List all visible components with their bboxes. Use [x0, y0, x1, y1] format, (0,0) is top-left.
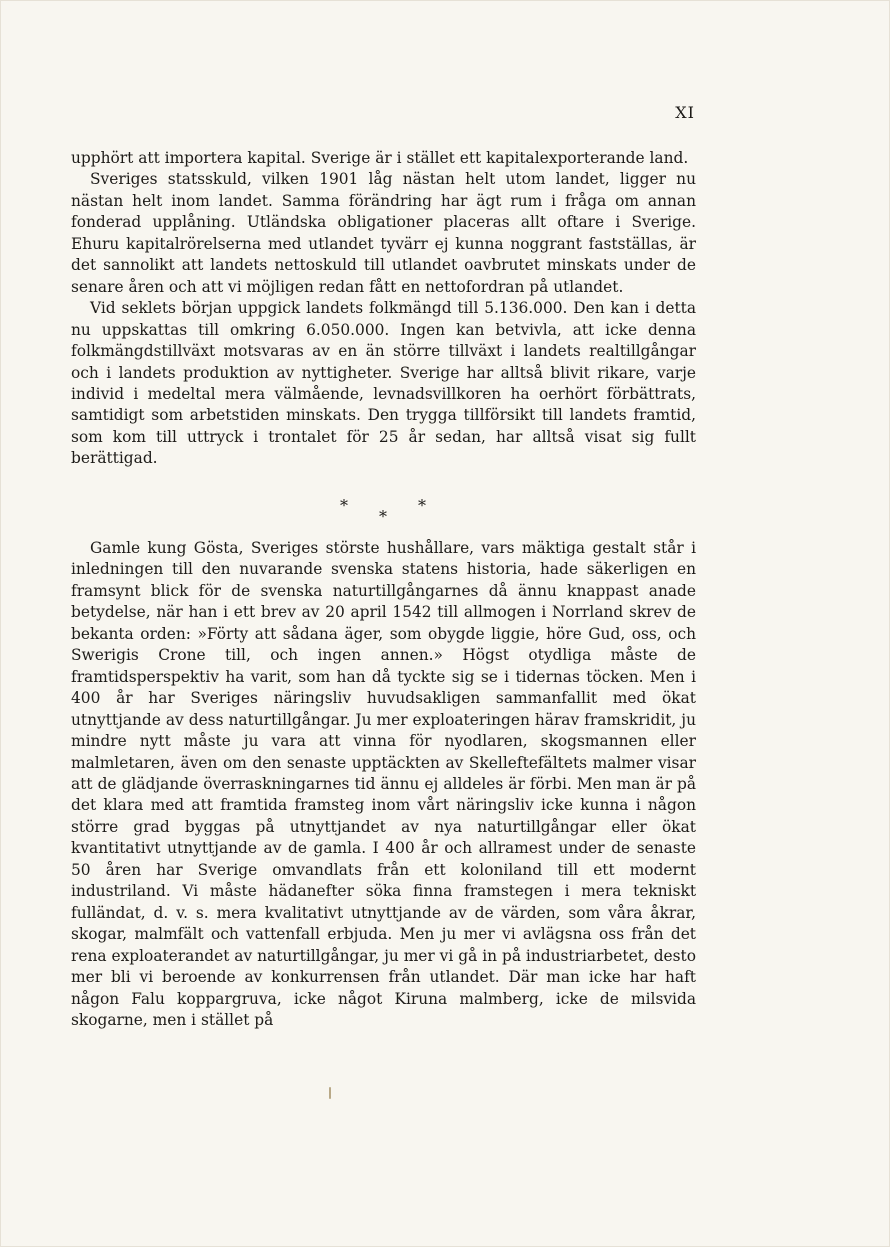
- paragraph: Gamle kung Gösta, Sveriges störste hushållare, vars mäktiga gestalt står i inledningen till den nuvarande svenska statens historia, hade säkerligen en framsynt blick för de svenska naturtillgångarnes då ännu knappast anade betydelse, när han i ett brev av 20 april 1542 till allmogen i Norrland skrev de bekanta orden: »Förty att sådana äger, som obygde liggie, höre Gud, oss, och Swerigis Crone till, och ingen annen.» Högst otydliga måste de framtidsperspektiv ha varit, som han då tyckte sig se i tidernas töcken. Men i 400 år har Sveriges näringsliv huvudsakligen sammanfallit med ökat utnyttjande av dess naturtillgångar. Ju mer exploateringen härav framskridit, ju mindre nytt måste ju vara att vinna för nyodlaren, skogsmannen eller malmletaren, även om den senaste upptäckten av Skelleftefältets malmer visar att de glädjande överraskningarnes tid ännu ej alldeles är förbi. Men man är på det klara med att framtida framsteg inom vårt näringsliv icke kunna i någon större grad byggas på utnyttjandet av nya naturtillgångar eller ökat kvantitativt utnyttjande av de gamla. I 400 år och allramest under de senaste 50 åren har Sverige omvandlats från ett koloniland till ett modernt industriland. Vi måste hädanefter söka finna framstegen i mera tekniskt fulländat, d. v. s. mera kvalitativt utnyttjande av de värden, som våra åkrar, skogar, malmfält och vattenfall erbjuda. Men ju mer vi avlägsna oss från det rena exploaterandet av naturtillgångar, ju mer vi gå in på industriarbetet, desto mer bli vi beroende av konkurrensen från utlandet. Där man icke har haft någon Falu koppargruva, icke något Kiruna malmberg, icke de milsvida skogarne, men i stället på: [71, 539, 696, 1029]
- paper-mark: [329, 1087, 331, 1099]
- asterisk: *: [418, 496, 426, 515]
- asterisk: *: [379, 507, 387, 526]
- paragraph: upphört att importera kapital. Sverige är i stället ett kapitalexporterande land.: [71, 149, 689, 167]
- text-block-bottom: [71, 538, 696, 1031]
- paragraph: Vid seklets början uppgick landets folkmängd till 5.136.000. Den kan i detta nu uppskattas till omkring 6.050.000. Ingen kan betvivla, att icke denna folkmängdstillväxt motsvaras av en än större tillväxt i landets realtillgångar och i landets produktion av nyttigheter. Sverige har alltså blivit rikare, varje individ i medeltal mera välmående, levnadsvillkoren ha oerhört förbättrats, samtidigt som arbetstiden minskats. Den trygga tillförsikt till landets framtid, som kom till uttryck i trontalet för 25 år sedan, har alltså visat sig fullt berättigad.: [71, 299, 696, 468]
- text-block-top: [71, 148, 696, 470]
- page-number: XI: [675, 103, 695, 122]
- paragraph: Sveriges statsskuld, vilken 1901 låg nästan helt utom landet, ligger nu nästan helt inom landet. Samma förändring har ägt rum i fråga om annan fonderad upplåning. Utländska obligationer placeras allt oftare i Sverige. Ehuru kapitalrörelserna med utlandet tyvärr ej kunna noggrant fastställas, är det sannolikt att landets nettoskuld till utlandet oavbrutet minskats under de senare åren och att vi möjligen redan fått en nettofordran på utlandet.: [71, 170, 696, 296]
- asterisk: *: [340, 496, 348, 515]
- section-divider-asterism: [330, 496, 440, 526]
